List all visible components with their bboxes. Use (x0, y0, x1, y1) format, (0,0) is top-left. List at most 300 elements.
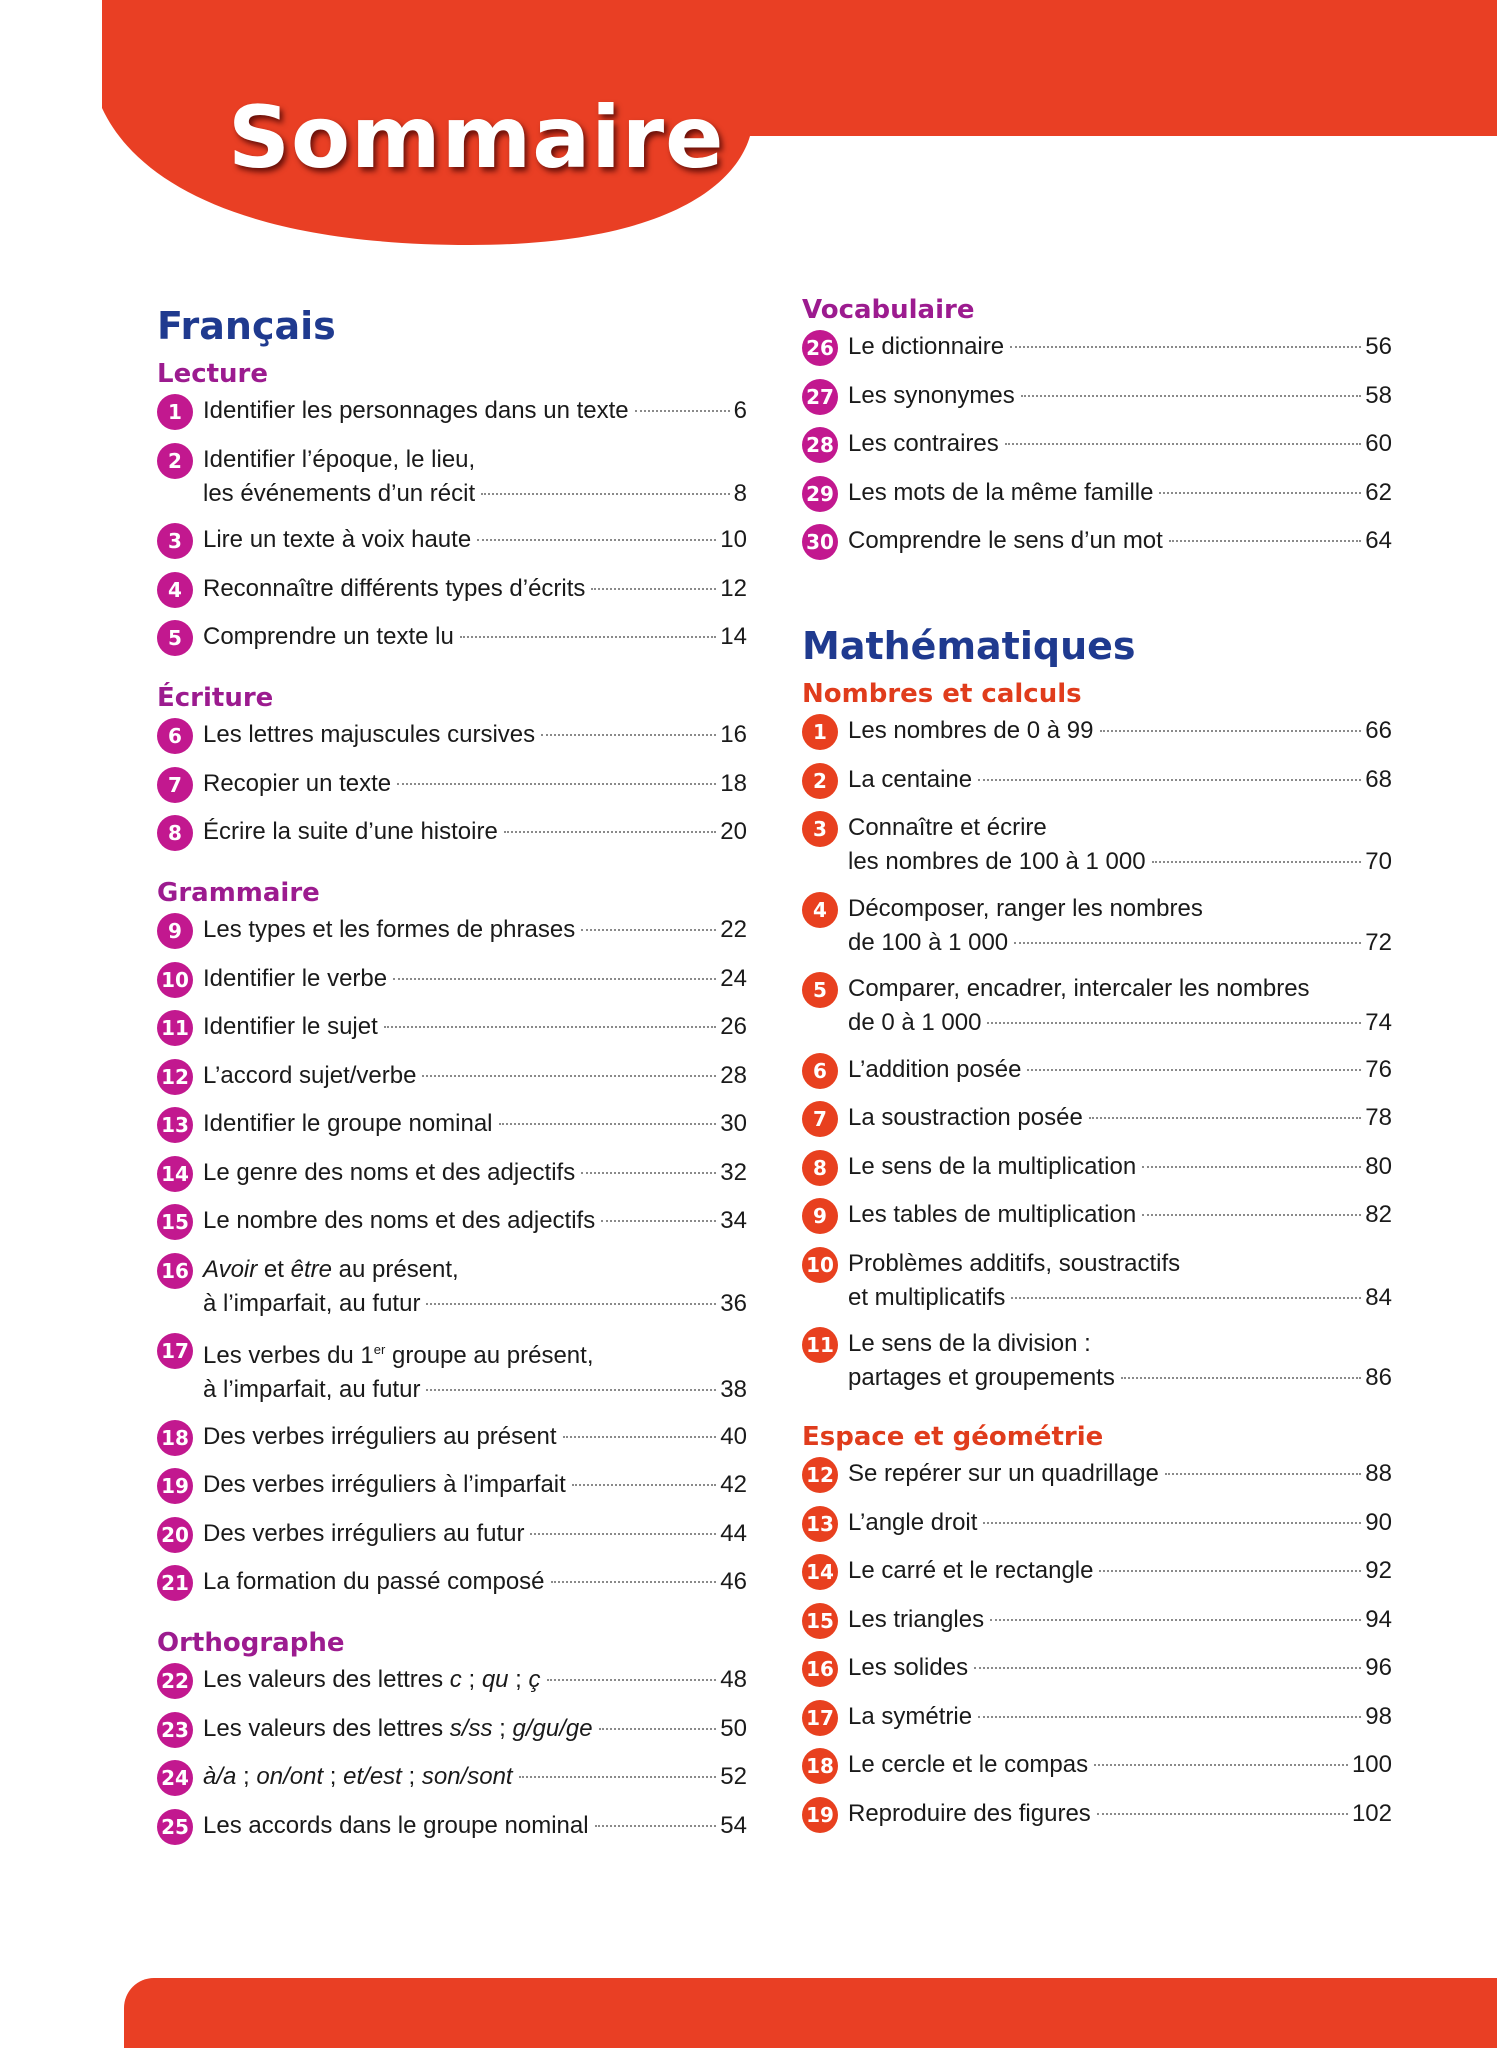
entry-number-badge: 15 (157, 1204, 193, 1240)
toc-entry[interactable] (157, 1107, 747, 1143)
entry-title: Identifier le groupe nominal (203, 1110, 493, 1137)
entry-body (848, 330, 1392, 364)
page-number: 6 (733, 397, 747, 424)
entry-number-badge: 8 (802, 1150, 838, 1186)
dot-leader (974, 1667, 1361, 1669)
page-number: 68 (1365, 765, 1392, 793)
right-column (802, 290, 1392, 1845)
page-number: 82 (1365, 1201, 1392, 1228)
page-number: 32 (720, 1158, 747, 1186)
entry-title-line: Les verbes du 1er groupe au présent, (203, 1342, 594, 1369)
dot-leader (1010, 346, 1361, 348)
subject-title-francais: Français (157, 304, 336, 348)
page-number: 20 (720, 818, 747, 845)
entry-title-row (203, 1287, 747, 1321)
page-number: 52 (720, 1763, 747, 1790)
entry-number-badge: 11 (802, 1327, 838, 1363)
page-number: 60 (1365, 430, 1392, 457)
page-number: 92 (1365, 1557, 1392, 1584)
entry-title: Les contraires (848, 430, 999, 457)
entry-title-row (203, 1107, 747, 1141)
toc-entry[interactable] (157, 1760, 747, 1796)
dot-leader (460, 636, 716, 638)
entry-body (848, 476, 1392, 510)
entry-title: et multiplicatifs (848, 1283, 1006, 1311)
page-number: 84 (1365, 1283, 1392, 1311)
footer-bar (124, 1978, 1497, 2048)
toc-entry[interactable] (157, 1204, 747, 1240)
toc-entry[interactable] (802, 427, 1392, 463)
entry-title: Les mots de la même famille (848, 478, 1154, 506)
entry-number-badge: 19 (157, 1468, 193, 1504)
dot-leader (1099, 1570, 1361, 1572)
entry-title-row (848, 427, 1392, 461)
dot-leader (499, 1123, 717, 1125)
entry-number-badge: 18 (157, 1420, 193, 1456)
dot-leader (990, 1619, 1361, 1621)
entry-title: Les triangles (848, 1605, 985, 1633)
entry-body (203, 1809, 747, 1843)
page-number: 62 (1365, 478, 1392, 506)
page-number: 78 (1365, 1104, 1392, 1131)
entry-number-badge: 8 (157, 815, 193, 851)
entry-number-badge: 11 (157, 1010, 193, 1046)
dot-leader (987, 1022, 1361, 1024)
entry-number-badge: 12 (157, 1059, 193, 1095)
page-number: 38 (720, 1376, 747, 1403)
page-number: 10 (720, 526, 747, 553)
entry-title-row (203, 620, 747, 654)
entry-title: Les valeurs des lettres s/ss ; g/gu/ge (203, 1714, 593, 1742)
toc-entry[interactable] (157, 1468, 747, 1504)
entry-title-row (203, 1760, 747, 1794)
toc-entry[interactable] (802, 1327, 1392, 1395)
francais-column (157, 298, 747, 1857)
page-title: Sommaire (228, 88, 725, 188)
section-title: Nombres et calculs (802, 679, 1082, 709)
entry-body (848, 1150, 1392, 1184)
entry-list (157, 394, 747, 656)
entry-body (848, 1506, 1392, 1540)
dot-leader (426, 1303, 716, 1305)
toc-entry[interactable] (157, 913, 747, 949)
toc-entry[interactable] (157, 443, 747, 511)
entry-title-row (203, 477, 747, 511)
dot-leader (1027, 1069, 1361, 1071)
page-number: 40 (720, 1422, 747, 1450)
entry-title: Les types et les formes de phrases (203, 916, 576, 943)
page-number: 80 (1365, 1152, 1392, 1180)
entry-number-badge: 17 (157, 1333, 193, 1369)
entry-body (203, 523, 747, 557)
entry-body (203, 1333, 747, 1407)
entry-number-badge: 6 (802, 1053, 838, 1089)
toc-entry[interactable] (802, 1748, 1392, 1784)
entry-title-row (203, 962, 747, 996)
entry-number-badge: 25 (157, 1809, 193, 1845)
toc-entry[interactable] (802, 1554, 1392, 1590)
entry-title: Les solides (848, 1654, 969, 1681)
entry-title-row (203, 1059, 747, 1093)
toc-entry[interactable] (157, 1663, 747, 1699)
dot-leader (1100, 730, 1362, 732)
entry-title-row (848, 1651, 1392, 1685)
toc-entry[interactable] (802, 892, 1392, 960)
entry-body (848, 972, 1392, 1040)
entry-number-badge: 7 (802, 1101, 838, 1137)
entry-body (203, 394, 747, 428)
entry-title: Des verbes irréguliers au présent (203, 1422, 557, 1450)
entry-title: L’addition posée (848, 1055, 1022, 1083)
toc-entry[interactable] (157, 1253, 747, 1321)
entry-title-row (203, 1420, 747, 1454)
toc-entry[interactable] (802, 1150, 1392, 1186)
entry-title-row (203, 815, 747, 849)
entry-body (203, 1107, 747, 1141)
entry-title-row (848, 1053, 1392, 1087)
toc-entry[interactable] (157, 718, 747, 754)
dot-leader (572, 1484, 717, 1486)
entry-number-badge: 16 (802, 1651, 838, 1687)
entry-title-row (848, 1554, 1392, 1588)
section-title-vocabulaire: Vocabulaire (802, 295, 975, 325)
toc-entry[interactable] (157, 572, 747, 608)
page-number: 88 (1365, 1460, 1392, 1487)
section-title: Grammaire (157, 878, 320, 908)
entry-number-badge: 14 (802, 1554, 838, 1590)
toc-entry[interactable] (157, 1517, 747, 1553)
entry-number-badge: 18 (802, 1748, 838, 1784)
entry-title-row (848, 1006, 1392, 1040)
entry-number-badge: 23 (157, 1712, 193, 1748)
entry-number-badge: 5 (802, 972, 838, 1008)
page-number: 70 (1365, 848, 1392, 875)
header-banner (0, 0, 1497, 260)
dot-leader (393, 978, 716, 980)
section-lecture (157, 354, 747, 656)
entry-title-row (203, 1809, 747, 1843)
page-number: 36 (720, 1289, 747, 1317)
dot-leader (599, 1728, 717, 1730)
entry-number-badge: 3 (157, 523, 193, 559)
entry-number-badge: 13 (157, 1107, 193, 1143)
entry-title-row (848, 1361, 1392, 1395)
toc-entry[interactable] (802, 1198, 1392, 1234)
entry-list (157, 718, 747, 851)
entry-body (203, 1517, 747, 1551)
page-number: 12 (720, 574, 747, 602)
page-number: 28 (720, 1061, 747, 1089)
entry-number-badge: 13 (802, 1506, 838, 1542)
entry-number-badge: 7 (157, 767, 193, 803)
toc-entry[interactable] (802, 1247, 1392, 1315)
entry-body (203, 1663, 747, 1697)
section-grammaire (157, 873, 747, 1601)
toc-entry[interactable] (802, 811, 1392, 879)
dot-leader (481, 493, 729, 495)
toc-entry[interactable] (157, 815, 747, 851)
entry-body (848, 1327, 1392, 1395)
toc-entry[interactable] (157, 1010, 747, 1046)
toc-entry[interactable] (157, 394, 747, 430)
toc-entry[interactable] (802, 763, 1392, 799)
entry-title: à l’imparfait, au futur (203, 1376, 421, 1403)
entry-title: Le carré et le rectangle (848, 1557, 1094, 1584)
dot-leader (547, 1679, 717, 1681)
entry-title-row (203, 1156, 747, 1190)
entry-title-line: Décomposer, ranger les nombres (848, 894, 1203, 922)
page-number: 24 (720, 964, 747, 992)
entry-title: les événements d’un récit (203, 479, 476, 507)
entry-title: à/a ; on/ont ; et/est ; son/sont (203, 1763, 513, 1790)
entry-title: Les tables de multiplication (848, 1201, 1137, 1228)
entry-body (203, 443, 747, 511)
entry-title-row (848, 1150, 1392, 1184)
entry-title: Se repérer sur un quadrillage (848, 1460, 1159, 1487)
entry-title-row (203, 1565, 747, 1599)
toc-entry[interactable] (157, 1156, 747, 1192)
dot-leader (1142, 1166, 1361, 1168)
dot-leader (591, 588, 716, 590)
entry-number-badge: 26 (802, 330, 838, 366)
entry-title-row (203, 1204, 747, 1238)
entry-title-line: Comparer, encadrer, intercaler les nombres (848, 975, 1310, 1002)
entry-title: Les nombres de 0 à 99 (848, 717, 1094, 744)
page-number: 100 (1351, 1751, 1392, 1778)
page-number: 16 (720, 721, 747, 748)
page-number: 66 (1365, 717, 1392, 744)
entry-body (848, 1700, 1392, 1734)
entry-number-badge: 10 (157, 962, 193, 998)
entry-list (157, 913, 747, 1601)
page-number: 8 (733, 479, 747, 507)
page-number: 76 (1365, 1055, 1392, 1083)
toc-entry[interactable] (802, 972, 1392, 1040)
entry-body (848, 1053, 1392, 1087)
entry-title: à l’imparfait, au futur (203, 1289, 421, 1317)
entry-title: Comprendre un texte lu (203, 623, 454, 650)
section-nombres-et-calculs (802, 674, 1392, 1395)
page-number: 94 (1365, 1605, 1392, 1633)
entry-title-row (203, 1468, 747, 1502)
entry-title: Comprendre le sens d’un mot (848, 527, 1163, 554)
dot-leader (1159, 492, 1361, 494)
entry-body (848, 1457, 1392, 1491)
toc-entry[interactable] (802, 330, 1392, 366)
entry-body (848, 1198, 1392, 1232)
entry-body (203, 1156, 747, 1190)
entry-title-row (848, 476, 1392, 510)
entry-number-badge: 2 (802, 763, 838, 799)
entry-title: Identifier le sujet (203, 1013, 378, 1040)
toc-entry[interactable] (157, 1565, 747, 1601)
entry-body (203, 572, 747, 606)
page-number: 98 (1365, 1702, 1392, 1730)
entry-title: La soustraction posée (848, 1104, 1083, 1131)
toc-entry[interactable] (802, 1603, 1392, 1639)
entry-title-row (203, 394, 747, 428)
entry-title-row (848, 1748, 1392, 1782)
entry-title-row (848, 1198, 1392, 1232)
francais-sections (157, 354, 747, 1845)
entry-title-line: Identifier l’époque, le lieu, (203, 445, 476, 473)
entry-number-badge: 4 (157, 572, 193, 608)
entry-body (848, 763, 1392, 797)
entry-title: Reproduire des figures (848, 1799, 1091, 1827)
toc-entry[interactable] (157, 1333, 747, 1407)
entry-body (203, 1059, 747, 1093)
dot-leader (1165, 1473, 1361, 1475)
toc-entry[interactable] (157, 962, 747, 998)
dot-leader (426, 1389, 716, 1391)
entry-body (203, 1010, 747, 1044)
entry-body (848, 379, 1392, 413)
entry-number-badge: 10 (802, 1247, 838, 1283)
entry-title: Des verbes irréguliers au futur (203, 1519, 525, 1547)
entry-title: Le sens de la multiplication (848, 1152, 1137, 1180)
page-number: 58 (1365, 381, 1392, 409)
page-number: 46 (720, 1568, 747, 1595)
entry-title: La symétrie (848, 1702, 973, 1730)
dot-leader (581, 929, 716, 931)
page-number: 34 (720, 1207, 747, 1234)
entry-number-badge: 21 (157, 1565, 193, 1601)
entry-title-row (203, 523, 747, 557)
dot-leader (635, 410, 730, 412)
entry-title: Recopier un texte (203, 769, 392, 797)
entry-list (802, 1457, 1392, 1833)
dot-leader (477, 539, 716, 541)
entry-title-row (203, 572, 747, 606)
toc-entry[interactable] (802, 1797, 1392, 1833)
toc-entry[interactable] (802, 379, 1392, 415)
dot-leader (1094, 1764, 1348, 1766)
page-number: 96 (1365, 1654, 1392, 1681)
entry-number-badge: 17 (802, 1700, 838, 1736)
toc-entry[interactable] (157, 1712, 747, 1748)
entry-title: Le cercle et le compas (848, 1751, 1089, 1778)
page-number: 90 (1365, 1508, 1392, 1536)
entry-number-badge: 1 (157, 394, 193, 430)
toc-entry[interactable] (802, 1651, 1392, 1687)
dot-leader (541, 734, 716, 736)
entry-number-badge: 22 (157, 1663, 193, 1699)
entry-number-badge: 24 (157, 1760, 193, 1796)
toc-entry[interactable] (157, 523, 747, 559)
entry-body (203, 1420, 747, 1454)
entry-number-badge: 3 (802, 811, 838, 847)
toc-entry[interactable] (802, 476, 1392, 512)
toc-entry[interactable] (157, 767, 747, 803)
entry-title-row (848, 845, 1392, 879)
entry-title: Des verbes irréguliers à l’imparfait (203, 1471, 566, 1498)
dot-leader (581, 1172, 716, 1174)
entry-body (848, 1101, 1392, 1135)
toc-entry[interactable] (802, 1053, 1392, 1089)
dot-leader (1169, 540, 1361, 542)
entry-body (203, 1204, 747, 1238)
entry-number-badge: 2 (157, 443, 193, 479)
entry-title: de 100 à 1 000 (848, 928, 1009, 956)
dot-leader (422, 1075, 716, 1077)
page-number: 14 (720, 623, 747, 650)
entry-body (848, 892, 1392, 960)
entry-body (848, 1651, 1392, 1685)
entry-title-row (848, 1700, 1392, 1734)
entry-title-line: Problèmes additifs, soustractifs (848, 1249, 1181, 1277)
page-number: 86 (1365, 1364, 1392, 1391)
entry-title-row (848, 1281, 1392, 1315)
entry-title-row (848, 714, 1392, 748)
entry-title-row (203, 767, 747, 801)
entry-body (203, 1760, 747, 1794)
toc-entry[interactable] (802, 714, 1392, 750)
entry-body (203, 1468, 747, 1502)
entry-number-badge: 30 (802, 524, 838, 560)
entry-title-line: Le sens de la division : (848, 1330, 1091, 1357)
entry-number-badge: 16 (157, 1253, 193, 1289)
entry-body (848, 1603, 1392, 1637)
entry-title-row (203, 1373, 747, 1407)
entry-title-row (848, 1101, 1392, 1135)
page-number: 54 (720, 1811, 747, 1839)
maths-sections (802, 674, 1392, 1833)
entry-number-badge: 28 (802, 427, 838, 463)
toc-entry[interactable] (802, 1506, 1392, 1542)
dot-leader (1005, 443, 1362, 445)
entry-number-badge: 12 (802, 1457, 838, 1493)
toc-entry[interactable] (802, 524, 1392, 560)
section--criture (157, 678, 747, 851)
entry-body (848, 1554, 1392, 1588)
page-number: 30 (720, 1110, 747, 1137)
page-number: 72 (1365, 928, 1392, 956)
entry-body (203, 1565, 747, 1599)
toc-entry[interactable] (157, 620, 747, 656)
entry-title-row (203, 1517, 747, 1551)
page-number: 48 (720, 1666, 747, 1693)
page-number: 22 (720, 916, 747, 943)
entry-number-badge: 9 (157, 913, 193, 949)
entry-title: Les accords dans le groupe nominal (203, 1811, 589, 1839)
page-number: 50 (720, 1714, 747, 1742)
toc-entry[interactable] (157, 1059, 747, 1095)
dot-leader (1014, 942, 1361, 944)
dot-leader (519, 1776, 717, 1778)
entry-number-badge: 6 (157, 718, 193, 754)
entry-title: Identifier le verbe (203, 964, 388, 992)
toc-entry[interactable] (802, 1457, 1392, 1493)
dot-leader (1089, 1117, 1361, 1119)
section-vocabulaire (802, 290, 1392, 560)
toc-entry[interactable] (802, 1700, 1392, 1736)
page-number: 26 (720, 1013, 747, 1040)
entry-body (203, 962, 747, 996)
entry-title: Le dictionnaire (848, 333, 1005, 360)
entry-title-row (203, 1010, 747, 1044)
entry-body (203, 1253, 747, 1321)
entry-title: Les valeurs des lettres c ; qu ; ç (203, 1666, 541, 1693)
toc-entry[interactable] (802, 1101, 1392, 1137)
entry-title-row (848, 1797, 1392, 1831)
entry-body (848, 1748, 1392, 1782)
dot-leader (1121, 1377, 1361, 1379)
entry-body (203, 620, 747, 654)
toc-entry[interactable] (157, 1809, 747, 1845)
dot-leader (1021, 395, 1362, 397)
toc-entry[interactable] (157, 1420, 747, 1456)
entry-title-row (848, 330, 1392, 364)
